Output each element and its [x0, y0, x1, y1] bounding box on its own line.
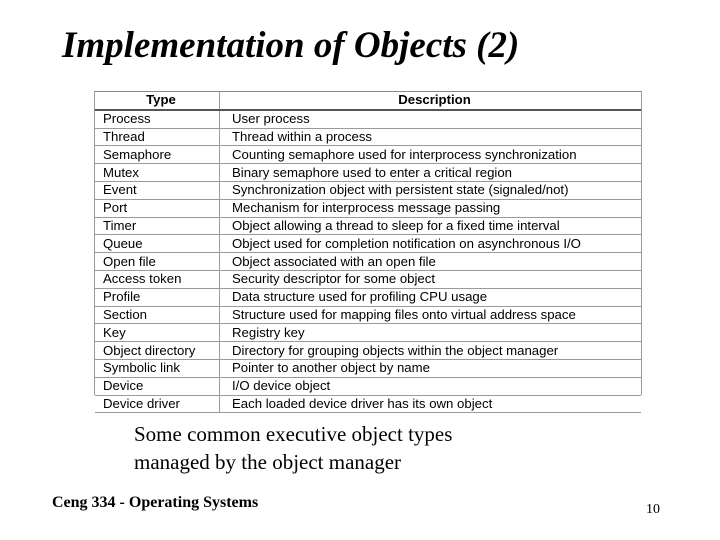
description-column-header: Description [220, 92, 642, 110]
table-row [95, 217, 641, 235]
description-cell: Counting semaphore used for interprocess synchronization [220, 146, 642, 164]
description-cell: Pointer to another object by name [220, 359, 642, 377]
description-cell: Object allowing a thread to sleep for a fixed time interval [220, 217, 642, 235]
description-cell: Object used for completion notification on asynchronous I/O [220, 235, 642, 253]
table-row [95, 110, 641, 128]
type-cell: Timer [95, 217, 220, 235]
table-body [95, 110, 641, 413]
type-cell: Device driver [95, 395, 220, 413]
description-cell: Object associated with an open file [220, 253, 642, 271]
table-row [95, 377, 641, 395]
table-row [95, 270, 641, 288]
table-row [95, 342, 641, 360]
type-cell: Queue [95, 235, 220, 253]
type-cell: Section [95, 306, 220, 324]
table-row [95, 181, 641, 199]
table-row [95, 306, 641, 324]
description-cell: Mechanism for interprocess message passing [220, 199, 642, 217]
description-cell: Data structure used for profiling CPU usage [220, 288, 642, 306]
description-cell: Thread within a process [220, 128, 642, 146]
type-cell: Open file [95, 253, 220, 271]
table-row [95, 235, 641, 253]
type-cell: Object directory [95, 342, 220, 360]
slide-title: Implementation of Objects (2) [62, 25, 520, 66]
type-cell: Symbolic link [95, 359, 220, 377]
type-cell: Mutex [95, 164, 220, 182]
type-cell: Device [95, 377, 220, 395]
table-row [95, 359, 641, 377]
caption-line-2: managed by the object manager [134, 450, 402, 474]
description-cell: Binary semaphore used to enter a critical region [220, 164, 642, 182]
object-types-table [95, 91, 641, 413]
footer-course-name: Ceng 334 - Operating Systems [52, 494, 259, 511]
type-cell: Key [95, 324, 220, 342]
description-cell: Structure used for mapping files onto virtual address space [220, 306, 642, 324]
table-header-row [95, 92, 641, 110]
table-row [95, 395, 641, 413]
description-cell: I/O device object [220, 377, 642, 395]
type-cell: Process [95, 110, 220, 128]
description-cell: Directory for grouping objects within the object manager [220, 342, 642, 360]
type-cell: Profile [95, 288, 220, 306]
page-number: 10 [646, 502, 660, 517]
table-row [95, 288, 641, 306]
description-cell: Security descriptor for some object [220, 270, 642, 288]
type-cell: Access token [95, 270, 220, 288]
table-row [95, 164, 641, 182]
table-row [95, 253, 641, 271]
table-row [95, 199, 641, 217]
description-cell: User process [220, 110, 642, 128]
description-cell: Synchronization object with persistent state (signaled/not) [220, 181, 642, 199]
table-row [95, 128, 641, 146]
object-types-table-container [94, 91, 642, 411]
type-cell: Semaphore [95, 146, 220, 164]
type-cell: Event [95, 181, 220, 199]
table-row [95, 146, 641, 164]
caption-line-1: Some common executive object types [134, 422, 453, 446]
type-column-header: Type [95, 92, 220, 110]
description-cell: Registry key [220, 324, 642, 342]
description-cell: Each loaded device driver has its own object [220, 395, 642, 413]
type-cell: Thread [95, 128, 220, 146]
table-caption [134, 420, 452, 476]
table-row [95, 324, 641, 342]
type-cell: Port [95, 199, 220, 217]
